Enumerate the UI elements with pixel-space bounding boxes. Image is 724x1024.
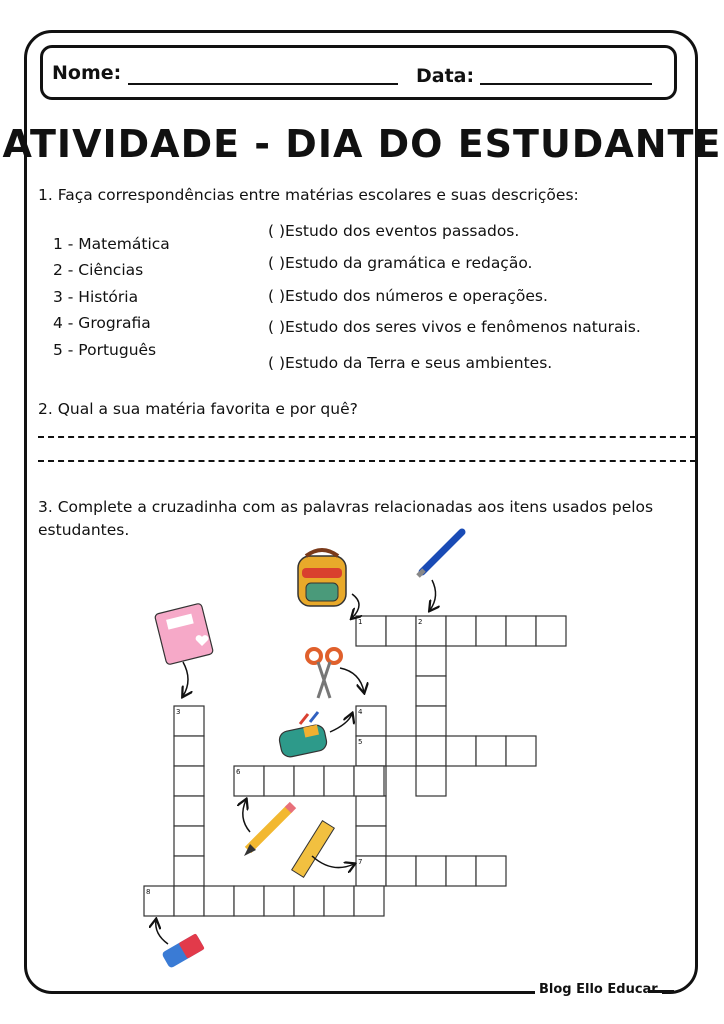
crossword-cell[interactable]: [264, 766, 294, 796]
backpack-icon: [298, 550, 346, 606]
crossword-cell[interactable]: [264, 886, 294, 916]
crossword-cell[interactable]: [356, 796, 386, 826]
crossword-cell[interactable]: [354, 766, 384, 796]
crossword-cell[interactable]: [416, 676, 446, 706]
crossword-cell[interactable]: [476, 736, 506, 766]
clue-number: 7: [358, 858, 363, 866]
crossword-cell[interactable]: [416, 856, 446, 886]
crossword-cell[interactable]: [446, 856, 476, 886]
description-item[interactable]: ( )Estudo dos eventos passados.: [268, 222, 520, 240]
subject-item: 5 - Português: [53, 341, 157, 359]
crossword-cell[interactable]: [446, 616, 476, 646]
scissors-icon: [307, 649, 341, 698]
description-item[interactable]: ( )Estudo da gramática e redação.: [268, 254, 533, 272]
crossword-cell[interactable]: [446, 736, 476, 766]
clue-number: 1: [358, 618, 363, 626]
description-item[interactable]: ( )Estudo dos seres vivos e fenômenos naturais.: [268, 318, 641, 336]
crossword-cell[interactable]: [174, 796, 204, 826]
clue-number: 3: [176, 708, 181, 716]
description-item[interactable]: ( )Estudo dos números e operações.: [268, 287, 548, 305]
crossword-grid: [144, 616, 566, 916]
crossword-cell[interactable]: [174, 766, 204, 796]
page-title: ATIVIDADE - DIA DO ESTUDANTE: [2, 122, 722, 166]
crossword-cell[interactable]: [174, 826, 204, 856]
crossword-cell[interactable]: [416, 766, 446, 796]
footer-line: [650, 990, 674, 993]
crossword-cell[interactable]: [476, 616, 506, 646]
crossword-cell[interactable]: [174, 856, 204, 886]
crossword-cell[interactable]: [416, 646, 446, 676]
name-label: Nome:: [52, 62, 122, 84]
crossword-cell[interactable]: [234, 886, 264, 916]
clue-number: 2: [418, 618, 423, 626]
subject-item: 3 - História: [53, 288, 139, 306]
crossword-cell[interactable]: [324, 766, 354, 796]
clue-number: 5: [358, 738, 363, 746]
clue-number: 8: [146, 888, 151, 896]
pencil-case-icon: [278, 712, 328, 758]
question-2-prompt: 2. Qual a sua matéria favorita e por quê?: [38, 400, 358, 418]
crossword-cell[interactable]: [174, 886, 204, 916]
pencil-icon: [244, 805, 293, 856]
crossword-cell[interactable]: [506, 616, 536, 646]
crossword-cell[interactable]: [356, 826, 386, 856]
eraser-icon: [161, 933, 205, 969]
footer-credit: Blog Ello Educar: [535, 982, 662, 997]
ruler-icon: [292, 821, 335, 878]
clue-number: 6: [236, 768, 241, 776]
crossword-cell[interactable]: [294, 766, 324, 796]
date-label: Data:: [416, 65, 475, 87]
crossword-cell[interactable]: [536, 616, 566, 646]
crossword-cell[interactable]: [324, 886, 354, 916]
crossword-cell[interactable]: [174, 736, 204, 766]
subject-item: 1 - Matemática: [53, 235, 170, 253]
crossword-cell[interactable]: [386, 856, 416, 886]
pen-icon: [418, 532, 462, 576]
crossword-cell[interactable]: [416, 706, 446, 736]
description-item[interactable]: ( )Estudo da Terra e seus ambientes.: [268, 354, 553, 372]
crossword-cell[interactable]: [204, 886, 234, 916]
crossword-cell[interactable]: [416, 736, 446, 766]
question-1-prompt: 1. Faça correspondências entre matérias escolares e suas descrições:: [38, 186, 579, 204]
notebook-icon: [154, 603, 213, 665]
crossword-cell[interactable]: [294, 886, 324, 916]
question-3-prompt: 3. Complete a cruzadinha com as palavras relacionadas aos itens usados pelos estudantes.: [38, 498, 654, 539]
crossword-cell[interactable]: [386, 736, 416, 766]
subject-item: 4 - Grografia: [53, 314, 151, 332]
crossword-cell[interactable]: [354, 886, 384, 916]
clue-number: 4: [358, 708, 363, 716]
crossword-cell[interactable]: [506, 736, 536, 766]
subject-item: 2 - Ciências: [53, 261, 144, 279]
crossword-cell[interactable]: [386, 616, 416, 646]
crossword-cell[interactable]: [476, 856, 506, 886]
